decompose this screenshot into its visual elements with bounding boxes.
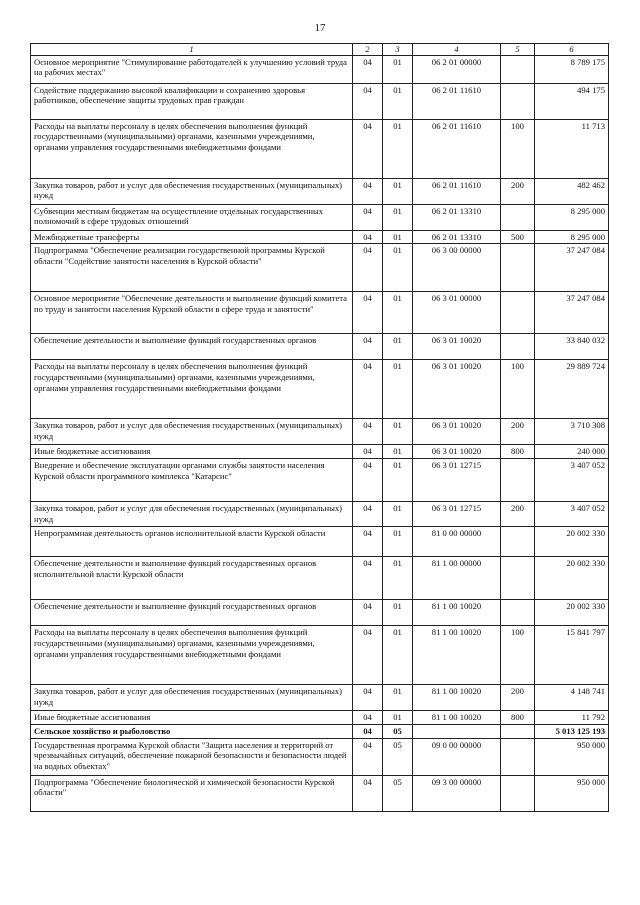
row-name-cell: Иные бюджетные ассигнования	[31, 445, 353, 459]
table-row	[31, 711, 609, 725]
table-row	[31, 502, 609, 527]
table-row	[31, 626, 609, 685]
row-name-cell: Обеспечение деятельности и выполнение функций государственных органов	[31, 600, 353, 626]
row-rz-cell: 04	[353, 724, 383, 738]
table-row	[31, 527, 609, 557]
row-sum-cell: 950 000	[535, 738, 609, 775]
row-rz-cell: 04	[353, 626, 383, 685]
row-sum-cell: 20 002 330	[535, 527, 609, 557]
row-pr-cell: 05	[383, 738, 413, 775]
table-row	[31, 557, 609, 600]
row-pr-cell: 01	[383, 334, 413, 360]
row-pr-cell: 01	[383, 502, 413, 527]
row-name-cell: Государственная программа Курской области "Защита населения и территорий от чрезвычайных ситуаций, обеспечение пожарной безопасности и безопасности людей на водных объектах"	[31, 738, 353, 775]
column-header: 1	[31, 44, 353, 56]
table-row	[31, 738, 609, 775]
table-row	[31, 600, 609, 626]
table-row	[31, 360, 609, 419]
row-pr-cell: 01	[383, 55, 413, 83]
column-header: 2	[353, 44, 383, 56]
row-name-cell: Расходы на выплаты персоналу в целях обеспечения выполнения функций государственными (муниципальными) органами, казенными учреждениями, органами управления государственными внебюджетными фондами	[31, 360, 353, 419]
row-rz-cell: 04	[353, 83, 383, 119]
row-sum-cell: 11 792	[535, 711, 609, 725]
row-vr-cell: 500	[501, 230, 535, 244]
row-sum-cell: 37 247 084	[535, 244, 609, 292]
row-name-cell: Межбюджетные трансферты	[31, 230, 353, 244]
budget-table	[30, 43, 609, 812]
row-csr-cell: 81 1 00 10020	[413, 600, 501, 626]
column-header: 5	[501, 44, 535, 56]
column-header: 4	[413, 44, 501, 56]
row-rz-cell: 04	[353, 292, 383, 334]
row-csr-cell	[413, 724, 501, 738]
row-vr-cell	[501, 600, 535, 626]
row-sum-cell: 20 002 330	[535, 557, 609, 600]
table-row	[31, 83, 609, 119]
row-rz-cell: 04	[353, 775, 383, 811]
row-vr-cell	[501, 724, 535, 738]
row-csr-cell: 06 2 01 13310	[413, 204, 501, 230]
row-vr-cell	[501, 459, 535, 502]
column-header: 3	[383, 44, 413, 56]
row-sum-cell: 3 407 052	[535, 502, 609, 527]
row-sum-cell: 3 407 052	[535, 459, 609, 502]
table-header-row	[31, 44, 609, 56]
row-csr-cell: 06 2 01 00000	[413, 55, 501, 83]
row-csr-cell: 81 1 00 00000	[413, 557, 501, 600]
row-pr-cell: 01	[383, 459, 413, 502]
row-vr-cell	[501, 738, 535, 775]
row-pr-cell: 05	[383, 724, 413, 738]
row-csr-cell: 06 2 01 13310	[413, 230, 501, 244]
row-name-cell: Внедрение и обеспечение эксплуатации органами службы занятости населения Курской области программного комплекса "Катарсис"	[31, 459, 353, 502]
row-csr-cell: 81 1 00 10020	[413, 711, 501, 725]
row-rz-cell: 04	[353, 204, 383, 230]
row-csr-cell: 06 3 01 10020	[413, 334, 501, 360]
table-row	[31, 230, 609, 244]
row-vr-cell	[501, 527, 535, 557]
row-pr-cell: 01	[383, 557, 413, 600]
row-sum-cell: 5 013 125 193	[535, 724, 609, 738]
row-name-cell: Закупка товаров, работ и услуг для обеспечения государственных (муниципальных) нужд	[31, 685, 353, 711]
row-sum-cell: 8 295 000	[535, 204, 609, 230]
row-csr-cell: 06 3 00 00000	[413, 244, 501, 292]
row-vr-cell	[501, 244, 535, 292]
row-name-cell: Закупка товаров, работ и услуг для обеспечения государственных (муниципальных) нужд	[31, 502, 353, 527]
row-vr-cell	[501, 557, 535, 600]
row-csr-cell: 06 3 01 10020	[413, 419, 501, 445]
row-rz-cell: 04	[353, 738, 383, 775]
row-rz-cell: 04	[353, 445, 383, 459]
row-name-cell: Субвенции местным бюджетам на осуществление отдельных государственных полномочий в сфере трудовых отношений	[31, 204, 353, 230]
row-name-cell: Закупка товаров, работ и услуг для обеспечения государственных (муниципальных) нужд	[31, 419, 353, 445]
row-csr-cell: 09 3 00 00000	[413, 775, 501, 811]
row-rz-cell: 04	[353, 119, 383, 178]
row-pr-cell: 01	[383, 685, 413, 711]
row-rz-cell: 04	[353, 230, 383, 244]
row-rz-cell: 04	[353, 244, 383, 292]
table-row	[31, 119, 609, 178]
row-csr-cell: 09 0 00 00000	[413, 738, 501, 775]
row-rz-cell: 04	[353, 711, 383, 725]
row-vr-cell: 200	[501, 178, 535, 204]
row-name-cell: Подпрограмма "Обеспечение биологической и химической безопасности Курской области"	[31, 775, 353, 811]
row-rz-cell: 04	[353, 557, 383, 600]
row-pr-cell: 01	[383, 178, 413, 204]
row-pr-cell: 01	[383, 119, 413, 178]
table-row	[31, 419, 609, 445]
row-pr-cell: 01	[383, 626, 413, 685]
row-sum-cell: 8 295 000	[535, 230, 609, 244]
page-number: 17	[314, 22, 326, 34]
row-sum-cell: 494 175	[535, 83, 609, 119]
table-row	[31, 334, 609, 360]
row-rz-cell: 04	[353, 459, 383, 502]
row-rz-cell: 04	[353, 527, 383, 557]
row-name-cell: Основное мероприятие "Обеспечение деятельности и выполнение функций комитета по труду и занятости населения Курской области в сфере труда и занятости"	[31, 292, 353, 334]
table-row	[31, 459, 609, 502]
row-vr-cell	[501, 204, 535, 230]
row-vr-cell: 800	[501, 445, 535, 459]
row-pr-cell: 01	[383, 244, 413, 292]
row-sum-cell: 3 710 308	[535, 419, 609, 445]
table-row	[31, 244, 609, 292]
row-name-cell: Обеспечение деятельности и выполнение функций государственных органов исполнительной власти Курской области	[31, 557, 353, 600]
row-csr-cell: 06 3 01 12715	[413, 502, 501, 527]
row-sum-cell: 15 841 797	[535, 626, 609, 685]
table-row	[31, 204, 609, 230]
row-rz-cell: 04	[353, 360, 383, 419]
row-csr-cell: 81 1 00 10020	[413, 685, 501, 711]
row-vr-cell	[501, 775, 535, 811]
row-vr-cell: 200	[501, 685, 535, 711]
row-sum-cell: 29 889 724	[535, 360, 609, 419]
row-pr-cell: 05	[383, 775, 413, 811]
row-name-cell: Иные бюджетные ассигнования	[31, 711, 353, 725]
row-name-cell: Основное мероприятие "Стимулирование работодателей к улучшению условий труда на рабочих местах"	[31, 55, 353, 83]
row-name-cell: Расходы на выплаты персоналу в целях обеспечения выполнения функций государственными (муниципальными) органами, казенными учреждениями, органами управления государственными внебюджетными фондами	[31, 119, 353, 178]
row-vr-cell	[501, 334, 535, 360]
row-sum-cell: 20 002 330	[535, 600, 609, 626]
row-rz-cell: 04	[353, 55, 383, 83]
row-csr-cell: 06 3 01 10020	[413, 445, 501, 459]
row-rz-cell: 04	[353, 178, 383, 204]
row-csr-cell: 06 3 01 10020	[413, 360, 501, 419]
row-sum-cell: 33 840 032	[535, 334, 609, 360]
row-vr-cell: 200	[501, 502, 535, 527]
row-pr-cell: 01	[383, 230, 413, 244]
row-sum-cell: 37 247 084	[535, 292, 609, 334]
row-name-cell: Непрограммная деятельность органов исполнительной власти Курской области	[31, 527, 353, 557]
row-pr-cell: 01	[383, 527, 413, 557]
row-name-cell: Закупка товаров, работ и услуг для обеспечения государственных (муниципальных) нужд	[31, 178, 353, 204]
row-pr-cell: 01	[383, 360, 413, 419]
row-vr-cell: 100	[501, 626, 535, 685]
row-rz-cell: 04	[353, 334, 383, 360]
row-pr-cell: 01	[383, 711, 413, 725]
row-csr-cell: 06 2 01 11610	[413, 119, 501, 178]
table-row	[31, 445, 609, 459]
row-csr-cell: 06 3 01 12715	[413, 459, 501, 502]
row-pr-cell: 01	[383, 204, 413, 230]
row-csr-cell: 06 3 01 00000	[413, 292, 501, 334]
row-csr-cell: 81 0 00 00000	[413, 527, 501, 557]
row-sum-cell: 240 000	[535, 445, 609, 459]
row-vr-cell: 800	[501, 711, 535, 725]
row-pr-cell: 01	[383, 600, 413, 626]
row-name-cell: Содействие поддержанию высокой квалификации и сохранению здоровья работников, обеспечение защиты трудовых прав граждан	[31, 83, 353, 119]
table-row	[31, 55, 609, 83]
row-csr-cell: 06 2 01 11610	[413, 83, 501, 119]
row-rz-cell: 04	[353, 600, 383, 626]
table-row	[31, 724, 609, 738]
row-rz-cell: 04	[353, 419, 383, 445]
column-header: 6	[535, 44, 609, 56]
row-sum-cell: 482 462	[535, 178, 609, 204]
table-row	[31, 178, 609, 204]
row-vr-cell	[501, 292, 535, 334]
row-rz-cell: 04	[353, 685, 383, 711]
row-name-cell: Обеспечение деятельности и выполнение функций государственных органов	[31, 334, 353, 360]
row-vr-cell	[501, 55, 535, 83]
row-pr-cell: 01	[383, 292, 413, 334]
row-rz-cell: 04	[353, 502, 383, 527]
row-name-cell: Подпрограмма "Обеспечение реализации государственной программы Курской области "Содействие занятости населения в Курской области"	[31, 244, 353, 292]
row-csr-cell: 81 1 00 10020	[413, 626, 501, 685]
row-name-cell: Сельское хозяйство и рыболовство	[31, 724, 353, 738]
row-sum-cell: 8 789 175	[535, 55, 609, 83]
row-vr-cell: 100	[501, 119, 535, 178]
table-row	[31, 685, 609, 711]
row-sum-cell: 11 713	[535, 119, 609, 178]
table-row	[31, 292, 609, 334]
row-csr-cell: 06 2 01 11610	[413, 178, 501, 204]
row-vr-cell: 100	[501, 360, 535, 419]
row-vr-cell: 200	[501, 419, 535, 445]
row-vr-cell	[501, 83, 535, 119]
table-row	[31, 775, 609, 811]
row-pr-cell: 01	[383, 419, 413, 445]
row-pr-cell: 01	[383, 83, 413, 119]
row-sum-cell: 950 000	[535, 775, 609, 811]
row-name-cell: Расходы на выплаты персоналу в целях обеспечения выполнения функций государственными (муниципальными) органами, казенными учреждениями, органами управления государственными внебюджетными фондами	[31, 626, 353, 685]
row-sum-cell: 4 148 741	[535, 685, 609, 711]
row-pr-cell: 01	[383, 445, 413, 459]
